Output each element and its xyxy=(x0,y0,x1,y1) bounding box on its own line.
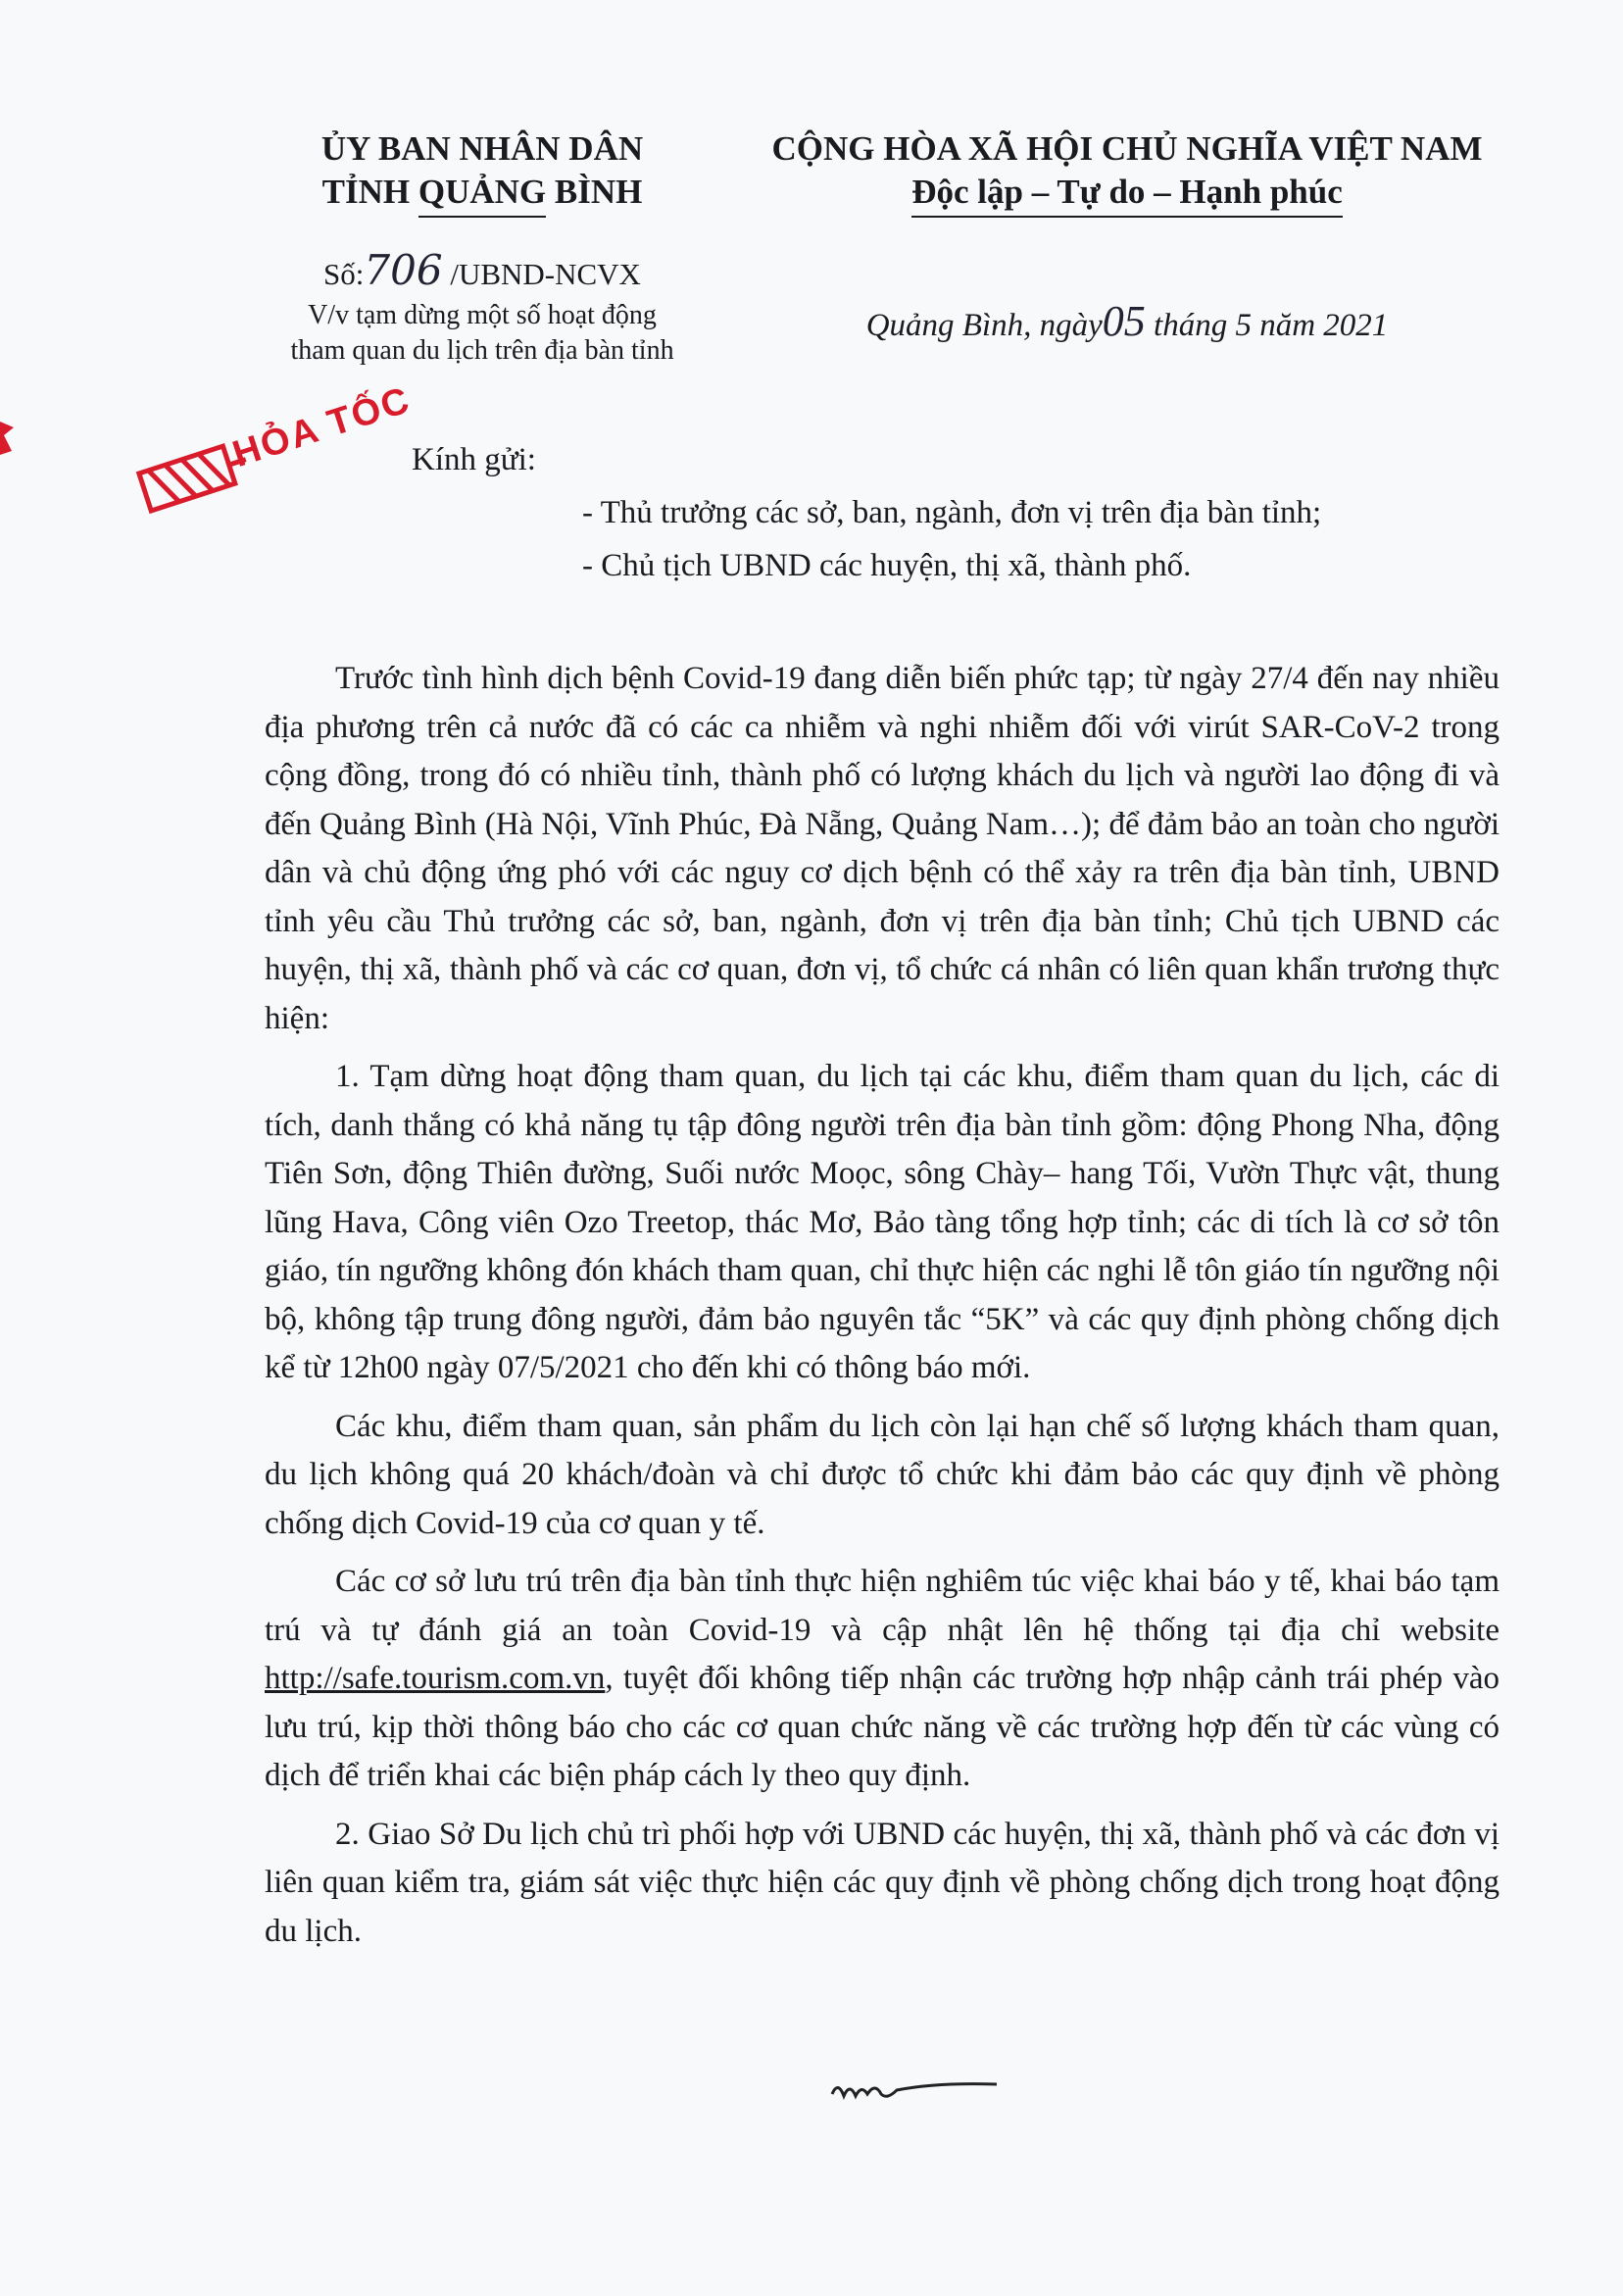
paragraph-accommodation xyxy=(265,1558,1500,1801)
org-name-line1: ỦY BAN NHÂN DÂN xyxy=(320,129,644,168)
recipient-item: - Chủ tịch UBND các huyện, thị xã, thành phố. xyxy=(582,548,1192,583)
date-prefix: Quảng Bình, ngày xyxy=(865,308,1103,343)
handwritten-day: 05 xyxy=(1102,297,1146,345)
number-prefix: Số: xyxy=(323,257,365,291)
document-number xyxy=(257,246,708,294)
org-name-line2: TỈNH QUẢNG BÌNH xyxy=(321,173,643,211)
paragraph-item-1: 1. Tạm dừng hoạt động tham quan, du lịch tại các khu, điểm tham quan du lịch, các di tích, danh thắng có khả năng tụ tập đông người trên địa bàn tỉnh gồm: động Phong Nha, động Tiên Sơn, động Thiên đường, Suối nước Moọc, sông Chày– hang Tối, Vườn Thực vật, thung lũng Hava, Công viên Ozo Treetop, thác Mơ, Bảo tàng tổng hợp tỉnh; các di tích là cơ sở tôn giáo, tín ngưỡng không đón khách tham quan, chỉ thực hiện các nghi lễ tôn giáo tín ngưỡng nội bộ, không tập trung đông người, đảm bảo nguyên tắc “5K” và các quy định phòng chống dịch kể từ 12h00 ngày 07/5/2021 cho đến khi có thông báo mới. xyxy=(265,1059,1500,1385)
recipients-greeting: Kính gửi: xyxy=(412,442,536,477)
national-header xyxy=(745,127,1509,345)
handwritten-number: 706 xyxy=(364,246,443,294)
subject-line1: V/v tạm dừng một số hoạt động xyxy=(308,300,657,330)
paragraph-visitor-limit: Các khu, điểm tham quan, sản phẩm du lịch còn lại hạn chế số lượng khách tham quan, du lịch không quá 20 khách/đoàn và chỉ được tổ chức khi đảm bảo các quy định về phòng chống dịch Covid-19 của cơ quan y tế. xyxy=(265,1408,1500,1541)
document-date xyxy=(745,297,1509,345)
initial-signature xyxy=(828,2071,1005,2115)
paragraph-item-2: 2. Giao Sở Du lịch chủ trì phối hợp với UBND các huyện, thị xã, thành phố và các đơn vị liên quan kiểm tra, giám sát việc thực hiện các quy định về phòng chống dịch trong hoạt động du lịch. xyxy=(265,1816,1500,1949)
subject-line2: tham quan du lịch trên địa bàn tỉnh xyxy=(290,335,674,366)
document-body xyxy=(265,655,1500,1966)
number-suffix: /UBND-NCVX xyxy=(442,257,641,291)
issuing-authority xyxy=(257,127,708,369)
paragraph-text: , tuyệt đối không tiếp nhận các trường hợp nhập cảnh trái phép vào lưu trú, kịp thời thông báo cho các cơ quan chức năng về các trường hợp đến từ các vùng có dịch để triển khai các biện pháp cách ly theo quy định. xyxy=(265,1661,1500,1793)
recipients-block xyxy=(412,433,1321,592)
national-motto: Độc lập – Tự do – Hạnh phúc xyxy=(911,171,1343,218)
red-corner-mark xyxy=(0,422,16,460)
org-underline xyxy=(418,216,546,218)
paragraph-intro: Trước tình hình dịch bệnh Covid-19 đang diễn biến phức tạp; từ ngày 27/4 đến nay nhiều địa phương trên cả nước đã có các ca nhiễm và nghi nhiễm đối với virút SAR-CoV-2 trong cộng đồng, trong đó có nhiều tỉnh, thành phố có lượng khách du lịch và người lao động đi và đến Quảng Bình (Hà Nội, Vĩnh Phúc, Đà Nẵng, Quảng Nam…); để đảm bảo an toàn cho người dân và chủ động ứng phó với các nguy cơ dịch bệnh có thể xảy ra trên địa bàn tỉnh, UBND tỉnh yêu cầu Thủ trưởng các sở, ban, ngành, đơn vị trên địa bàn tỉnh; Chủ tịch UBND các huyện, thị xã, thành phố và các cơ quan, đơn vị, tổ chức cá nhân có liên quan khẩn trương thực hiện: xyxy=(265,661,1500,1036)
safe-tourism-link[interactable]: http://safe.tourism.com.vn xyxy=(265,1661,606,1696)
paragraph-text: Các cơ sở lưu trú trên địa bàn tỉnh thực hiện nghiêm túc việc khai báo y tế, khai báo tạm trú và tự đánh giá an toàn Covid-19 và cập nhật lên hệ thống tại địa chỉ website xyxy=(265,1564,1500,1648)
national-title: CỘNG HÒA XÃ HỘI CHỦ NGHĨA VIỆT NAM xyxy=(771,129,1483,168)
recipient-item: - Thủ trưởng các sở, ban, ngành, đơn vị trên địa bàn tỉnh; xyxy=(582,495,1322,530)
stamp-text: HỎA TỐC xyxy=(227,379,417,476)
date-suffix: tháng 5 năm 2021 xyxy=(1145,308,1389,343)
